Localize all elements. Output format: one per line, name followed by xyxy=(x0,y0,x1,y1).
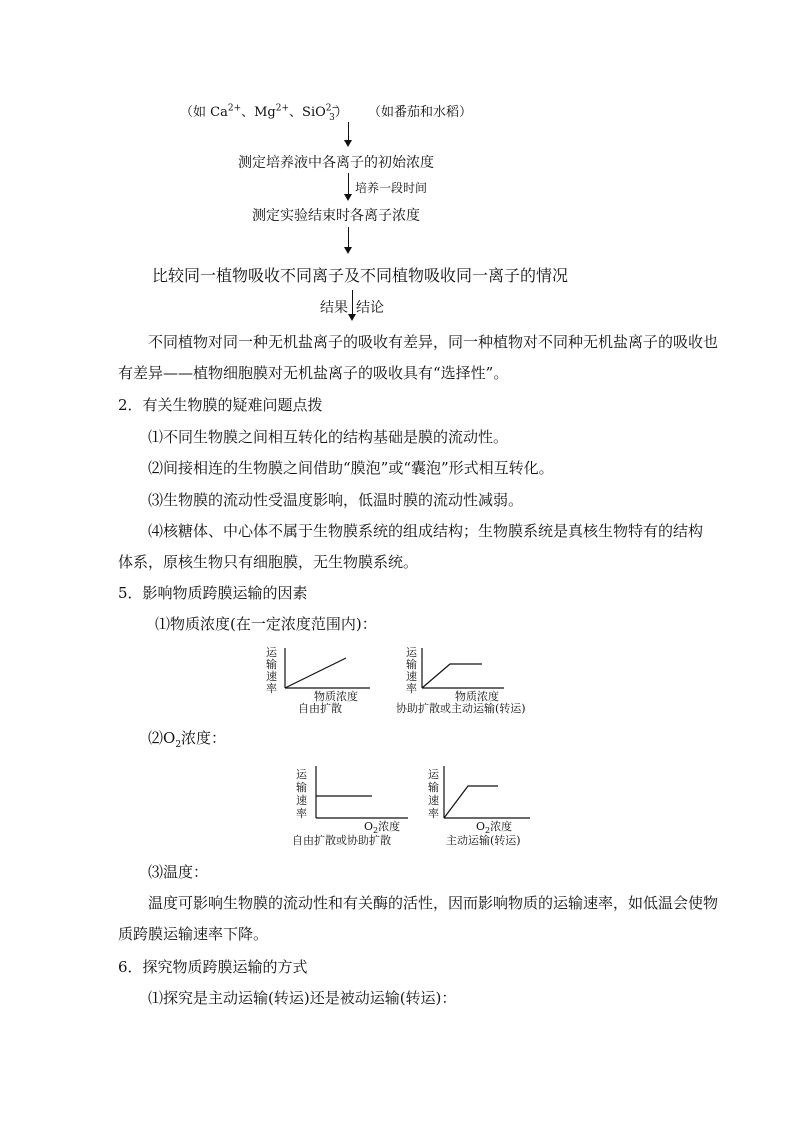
flow-arrow-4-right-label: 结论 xyxy=(356,300,384,316)
flow-top-prefix: （如 Ca xyxy=(180,105,228,120)
graph-2-ylabel-char-4: 率 xyxy=(406,682,417,695)
graph-2-ylabel-char-2: 输 xyxy=(406,658,417,671)
flow-top-suffix: ） xyxy=(334,105,348,120)
graph-active-o2 xyxy=(422,760,542,852)
section-6-sub-1: ⑴探究是主动运输(转运)还是被动运输(转运)： xyxy=(148,989,457,1007)
graph-2-curve xyxy=(422,664,482,688)
si-superscript: 2− xyxy=(325,103,340,114)
graph-4-ylabel-char-1: 运 xyxy=(428,768,439,781)
si-subscript: 3 xyxy=(329,112,335,123)
graph-2-xlabel: 物质浓度 xyxy=(455,690,499,703)
section-2-item-3: ⑶生物膜的流动性受温度影响，低温时膜的流动性减弱。 xyxy=(148,491,524,509)
graph-2-ylabel-char-3: 速 xyxy=(406,670,417,683)
flow-step-3: 比较同一植物吸收不同离子及不同植物吸收同一离子的情况 xyxy=(152,266,569,285)
flow-arrow-2-head xyxy=(344,194,352,201)
graph-facilitated-active-concentration xyxy=(390,644,570,716)
flow-arrow-1-head xyxy=(344,140,352,147)
section-2-item-4-cont: 体系，原核生物只有细胞膜，无生物膜系统。 xyxy=(118,553,419,571)
graph-3-ylabel-char-4: 率 xyxy=(296,807,307,820)
section-6-heading: 6．探究物质跨膜运输的方式 xyxy=(118,958,308,976)
graph-1-ylabel-char-2: 输 xyxy=(266,658,277,671)
flow-step-1: 测定培养液中各离子的初始浓度 xyxy=(238,155,434,171)
graph-1-ylabel-char-3: 速 xyxy=(266,670,277,683)
section-5-sub-3: ⑶温度： xyxy=(148,863,209,881)
section-2-item-2: ⑵间接相连的生物膜之间借助“膜泡”或“囊泡”形式相互转化。 xyxy=(148,459,554,477)
graph-1-ylabel-char-1: 运 xyxy=(266,646,277,659)
graph-4-ylabel-char-2: 输 xyxy=(428,781,439,794)
graph-2-ylabel-char-1: 运 xyxy=(406,646,417,659)
temperature-line-1: 温度可影响生物膜的流动性和有关酶的活性，因而影响物质的运输速率，如低温会使物 xyxy=(148,894,719,912)
graph-3-ylabel-char-1: 运 xyxy=(296,768,307,781)
ca-superscript: 2+ xyxy=(227,103,242,114)
temperature-line-2: 质跨膜运输速率下降。 xyxy=(118,925,269,943)
graph-4-caption: 主动运输(转运) xyxy=(446,834,521,847)
graph-diffusion-o2 xyxy=(290,760,420,852)
graph-3-xlabel: $O_2$浓度 xyxy=(364,820,401,835)
graph-4-xlabel: $O_2$浓度 xyxy=(476,820,513,835)
graph-1-caption: 自由扩散 xyxy=(298,702,342,715)
flow-arrow-3-head xyxy=(344,247,352,254)
section-5-sub-2-prefix: ⑵O xyxy=(148,729,176,747)
graph-4-curve xyxy=(444,786,498,818)
flow-arrow-4-head xyxy=(348,314,356,321)
graph-4-ylabel-char-3: 速 xyxy=(428,794,439,807)
section-5-sub-1: ⑴物质浓度(在一定浓度范围内)： xyxy=(155,615,377,633)
flow-arrow-2-line xyxy=(348,173,349,196)
graph-1-ylabel-char-4: 率 xyxy=(266,682,277,695)
graph-1-xlabel: 物质浓度 xyxy=(314,690,358,703)
section-5-sub-2 xyxy=(148,727,226,750)
section-5-heading: 5．影响物质跨膜运输的因素 xyxy=(118,584,308,602)
graph-4-ylabel-char-4: 率 xyxy=(428,807,439,820)
flow-step-2: 测定实验结束时各离子浓度 xyxy=(252,208,420,224)
section-2-item-4: ⑷核糖体、中心体不属于生物膜系统的组成结构；生物膜系统是真核生物特有的结构 xyxy=(148,522,704,540)
graph-2-caption: 协助扩散或主动运输(转运) xyxy=(396,702,526,715)
flow-top-line xyxy=(180,101,348,123)
graph-3-caption: 自由扩散或协助扩散 xyxy=(292,834,391,847)
section-5-sub-2-suffix: 浓度： xyxy=(181,729,227,747)
flow-arrow-4-line xyxy=(352,290,353,317)
section-5-sub-2-subscript: 2 xyxy=(175,740,182,750)
flow-arrow-4-left-label: 结果 xyxy=(320,300,348,316)
flow-arrow-2-label: 培养一段时间 xyxy=(355,181,428,195)
section-2-heading: 2．有关生物膜的疑难问题点拨 xyxy=(118,396,323,414)
section-2-item-1: ⑴不同生物膜之间相互转化的结构基础是膜的流动性。 xyxy=(148,428,509,446)
graph-3-ylabel-char-2: 输 xyxy=(296,781,307,794)
graph-free-diffusion-concentration xyxy=(262,644,382,716)
flow-top-right: （如番茄和水稻） xyxy=(368,105,473,120)
conclusion-line-1: 不同植物对同一种无机盐离子的吸收有差异，同一种植物对不同种无机盐离子的吸收也 xyxy=(148,333,719,351)
flow-top-mg: 、Mg xyxy=(241,105,276,120)
conclusion-line-2: 有差异——植物细胞膜对无机盐离子的吸收具有“选择性”。 xyxy=(118,364,509,382)
flow-top-si: 、SiO xyxy=(289,105,326,120)
mg-superscript: 2+ xyxy=(275,103,290,114)
graph-3-ylabel-char-3: 速 xyxy=(296,794,307,807)
graph-1-curve xyxy=(285,658,346,688)
